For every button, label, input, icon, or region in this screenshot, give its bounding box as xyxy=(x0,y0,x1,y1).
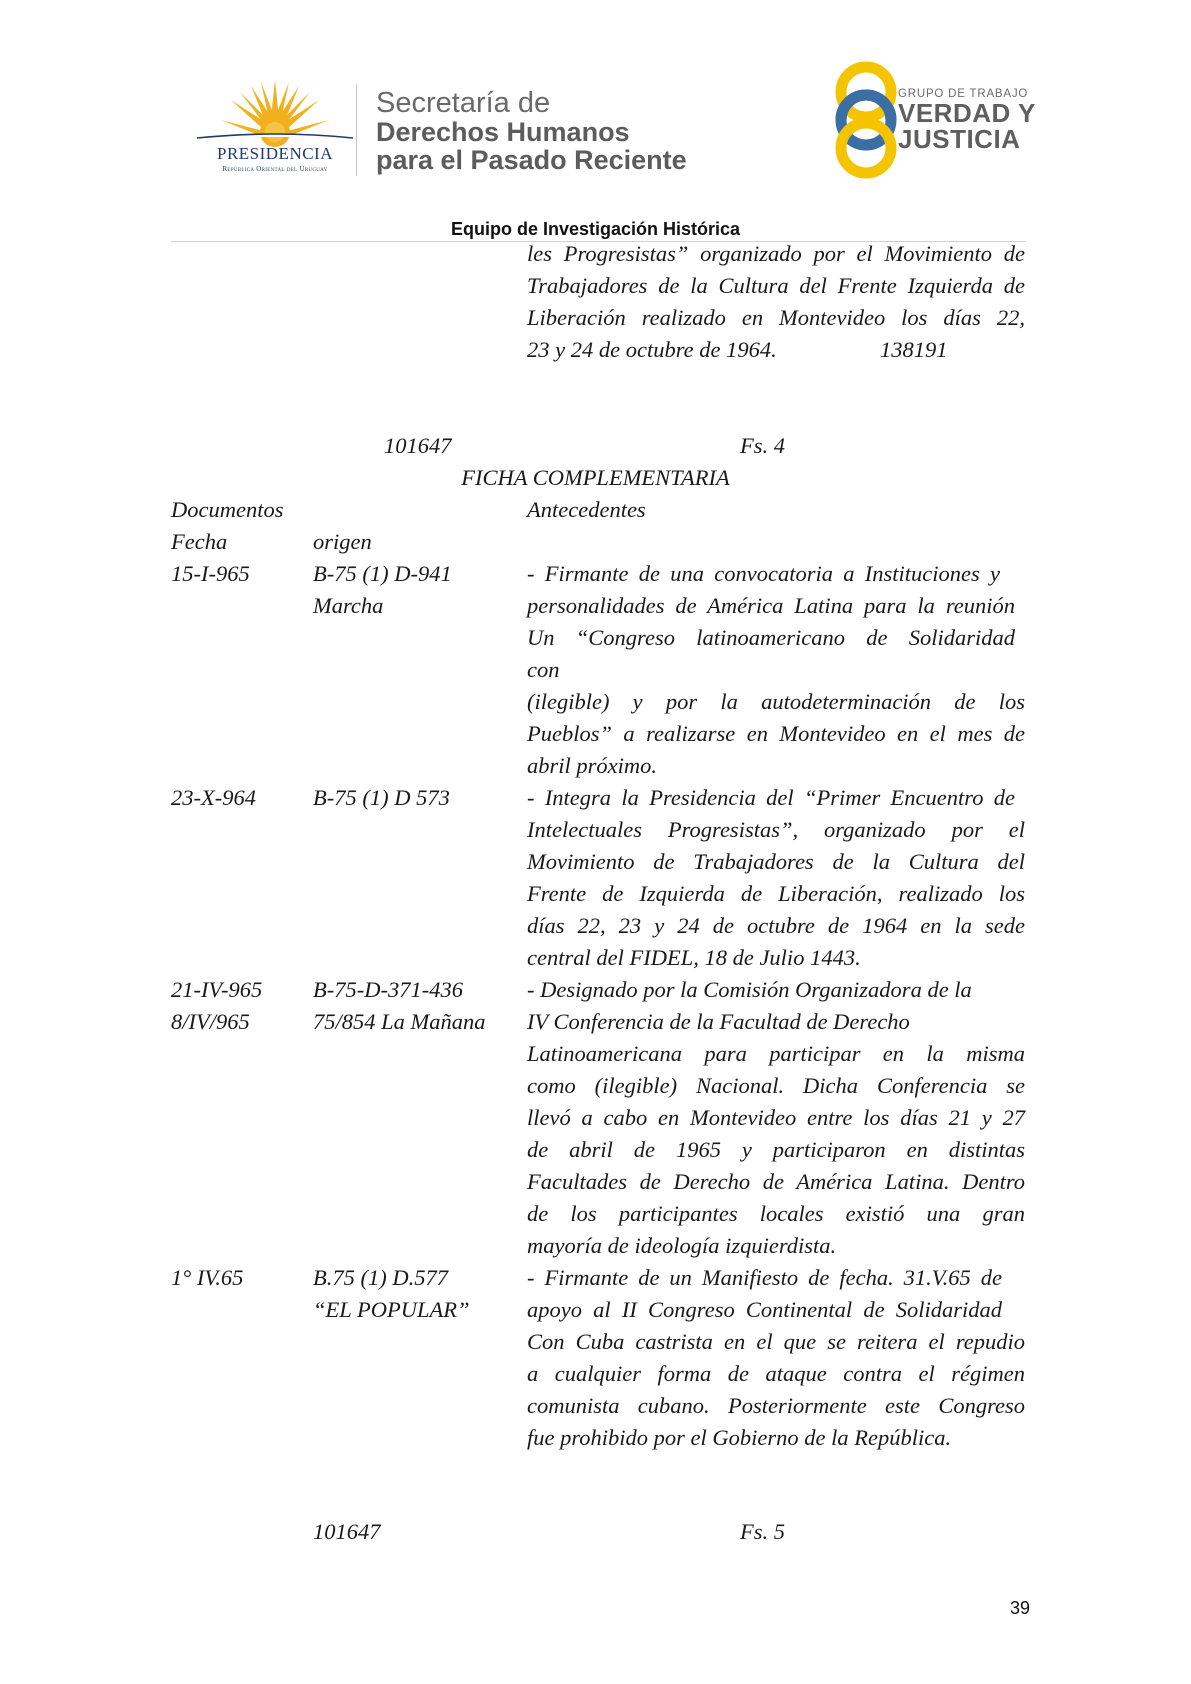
ficha-folio: Fs. 4 xyxy=(740,433,785,458)
intro-line: Liberación realizado en Montevideo los días 22, xyxy=(527,305,1025,330)
column-header-antecedentes: Antecedentes xyxy=(527,497,646,522)
entry-antecedente-line: Facultades de Derecho de América Latina. Dentro xyxy=(527,1169,1025,1194)
entry-fecha: 8/IV/965 xyxy=(171,1009,250,1034)
entry-origen: 75/854 La Mañana xyxy=(313,1009,486,1034)
entry-origen: Marcha xyxy=(313,593,384,618)
entry-antecedente-line: Pueblos” a realizarse en Montevideo en el mes de xyxy=(527,721,1025,746)
entry-antecedente-line: comunista cubano. Posteriormente este Congreso xyxy=(527,1393,1025,1418)
entry-antecedente-line: de los participantes locales existió una gran xyxy=(527,1201,1025,1226)
entry-antecedente-line: IV Conferencia de la Facultad de Derecho xyxy=(527,1009,910,1034)
entry-antecedente-line: central del FIDEL, 18 de Julio 1443. xyxy=(527,945,861,970)
entry-origen: B.75 (1) D.577 xyxy=(313,1265,448,1290)
column-header-origen: origen xyxy=(313,529,372,554)
ficha-number: 101647 xyxy=(384,433,452,458)
entry-origen: B-75 (1) D-941 xyxy=(313,561,452,586)
entry-antecedente-line: de abril de 1965 y participaron en distintas xyxy=(527,1137,1025,1162)
entry-origen: B-75 (1) D 573 xyxy=(313,785,450,810)
presidencia-logo xyxy=(195,78,355,178)
entry-origen: B-75-D-371-436 xyxy=(313,977,463,1002)
entry-antecedente-line: días 22, 23 y 24 de octubre de 1964 en la sede xyxy=(527,913,1025,938)
intro-line: 23 y 24 de octubre de 1964. xyxy=(527,337,777,362)
next-ficha-number: 101647 xyxy=(313,1519,381,1544)
vyj-group-label: GRUPO DE TRABAJO xyxy=(898,88,1029,100)
vyj-line-2: JUSTICIA xyxy=(898,124,1021,154)
secretaria-wordmark xyxy=(376,88,687,174)
entry-fecha: 15-I-965 xyxy=(171,561,250,586)
presidencia-name: PRESIDENCIA xyxy=(216,144,333,163)
entry-antecedente-line: Con Cuba castrista en el que se reitera el repudio xyxy=(527,1329,1025,1354)
entry-antecedente-line: Latinoamericana para participar en la misma xyxy=(527,1041,1025,1066)
entry-antecedente-line: - Firmante de un Manifiesto de fecha. 31.V.65 de xyxy=(527,1265,1002,1290)
entry-antecedente-line: llevó a cabo en Montevideo entre los días 21 y 27 xyxy=(527,1105,1025,1130)
entry-origen: “EL POPULAR” xyxy=(313,1297,470,1322)
secretaria-line-3: para el Pasado Reciente xyxy=(376,145,687,175)
vyj-line-1: VERDAD Y xyxy=(898,98,1036,128)
entry-fecha: 21-IV-965 xyxy=(171,977,263,1002)
entry-antecedente-line: Frente de Izquierda de Liberación, realizado los xyxy=(527,881,1025,906)
entry-antecedente-line: Intelectuales Progresistas”, organizado por el xyxy=(527,817,1025,842)
column-header-documentos: Documentos xyxy=(171,497,284,522)
entry-antecedente-line: con xyxy=(527,657,560,682)
verdad-justicia-wordmark xyxy=(898,88,1036,152)
secretaria-line-2: Derechos Humanos xyxy=(376,117,630,147)
entry-antecedente-line: apoyo al II Congreso Continental de Solidaridad xyxy=(527,1297,1002,1322)
intro-line: Trabajadores de la Cultura del Frente Izquierda de xyxy=(527,273,1025,298)
next-ficha-folio: Fs. 5 xyxy=(740,1519,785,1544)
intro-line: les Progresistas” organizado por el Movimiento de xyxy=(527,241,1025,266)
entry-antecedente-line: - Designado por la Comisión Organizadora de la xyxy=(527,977,972,1002)
page-number: 39 xyxy=(1009,1598,1030,1618)
entry-fecha: 23-X-964 xyxy=(171,785,256,810)
page-header xyxy=(0,0,1191,245)
entry-fecha: 1° IV.65 xyxy=(171,1265,244,1290)
logo-divider xyxy=(356,84,357,176)
entry-antecedente-line: Movimiento de Trabajadores de la Cultura del xyxy=(527,849,1025,874)
entry-antecedente-line: como (ilegible) Nacional. Dicha Conferencia se xyxy=(527,1073,1025,1098)
sun-emblem-icon xyxy=(195,78,355,148)
column-header-fecha: Fecha xyxy=(171,529,228,554)
entry-antecedente-line: personalidades de América Latina para la reunión xyxy=(527,593,1015,618)
entry-antecedente-line: a cualquier forma de ataque contra el régimen xyxy=(527,1361,1025,1386)
entry-antecedente-line: fue prohibido por el Gobierno de la República. xyxy=(527,1425,952,1450)
entry-antecedente-line: - Integra la Presidencia del “Primer Encuentro de xyxy=(527,785,1015,810)
intro-reference-number: 138191 xyxy=(880,337,948,362)
entry-antecedente-line: - Firmante de una convocatoria a Instituciones y xyxy=(527,561,1000,586)
team-title: Equipo de Investigación Histórica xyxy=(450,219,741,239)
presidencia-subtitle: República Oriental del Uruguay xyxy=(222,165,328,173)
entry-antecedente-line: (ilegible) y por la autodeterminación de los xyxy=(527,689,1025,714)
ficha-title: FICHA COMPLEMENTARIA xyxy=(461,465,730,490)
secretaria-line-1: Secretaría de xyxy=(376,87,551,119)
entry-antecedente-line: Un “Congreso latinoamericano de Solidaridad xyxy=(527,625,1015,650)
entry-antecedente-line: abril próximo. xyxy=(527,753,658,778)
entry-antecedente-line: mayoría de ideología izquierdista. xyxy=(527,1233,837,1258)
